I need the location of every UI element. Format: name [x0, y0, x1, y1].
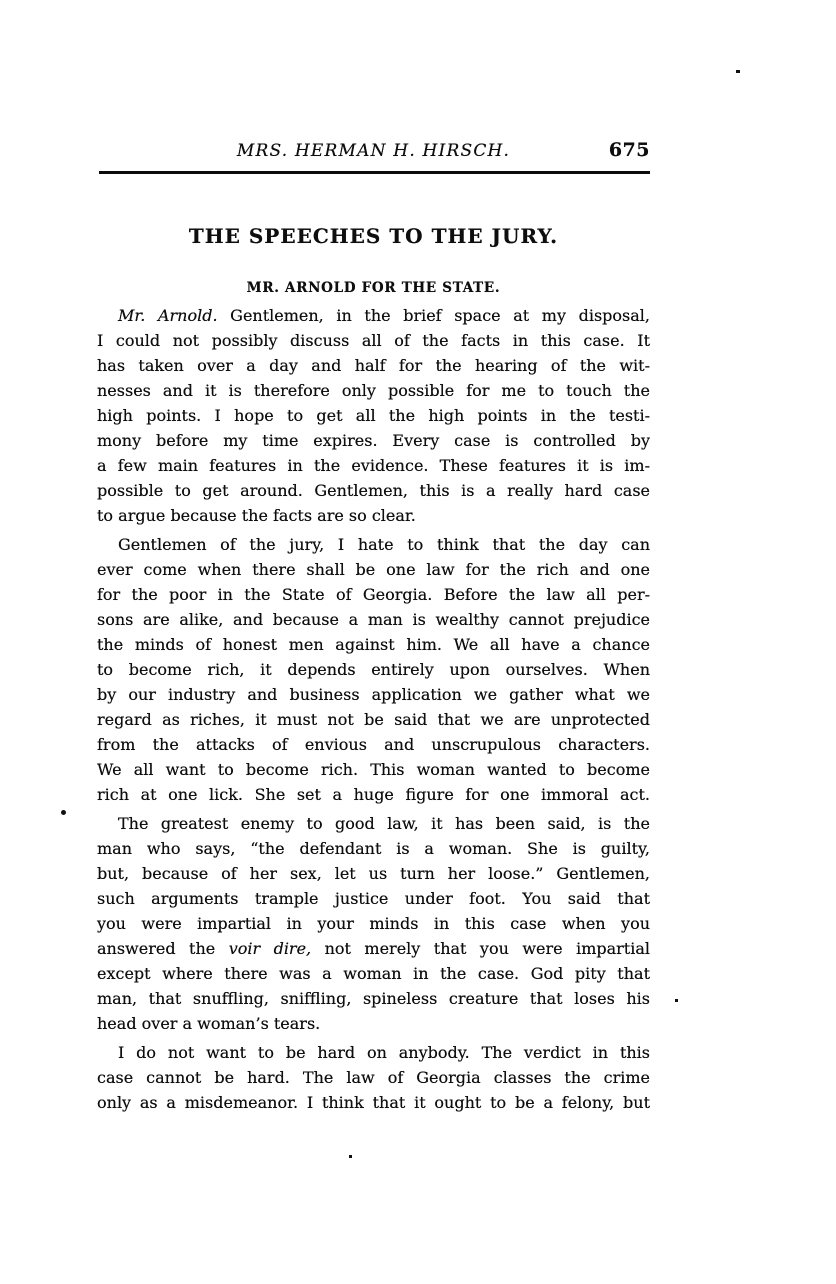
text-line: from the attacks of envious and unscrupulous characters.	[97, 735, 650, 754]
running-head-title: MRS. HERMAN H. HIRSCH.	[236, 141, 511, 161]
section-subheading: MR. ARNOLD FOR THE STATE.	[246, 280, 501, 296]
margin-dot	[61, 810, 66, 815]
text-line: The greatest enemy to good law, it has been said, is the	[118, 814, 650, 833]
text-line: you were impartial in your minds in this case when you	[97, 914, 650, 933]
text-line: to argue because the facts are so clear.	[97, 506, 416, 525]
text-line: only as a misdemeanor. I think that it ought to be a felony, but	[97, 1093, 650, 1112]
text-line: high points. I hope to get all the high points in the testi-	[97, 406, 650, 425]
text-line: answered the voir dire, not merely that you were impartial	[97, 939, 650, 958]
text-line: to become rich, it depends entirely upon ourselves. When	[97, 660, 650, 679]
text-line: I could not possibly discuss all of the facts in this case. It	[97, 331, 650, 350]
page-number: 675	[608, 139, 650, 161]
text-line: except where there was a woman in the case. God pity that	[97, 964, 650, 983]
paragraph	[97, 303, 650, 528]
text-line: Gentlemen of the jury, I hate to think that the day can	[118, 535, 650, 554]
text-line: We all want to become rich. This woman wanted to become	[97, 760, 650, 779]
text-line: by our industry and business application we gather what we	[97, 685, 650, 704]
text-line: mony before my time expires. Every case is controlled by	[97, 431, 650, 450]
section-heading: THE SPEECHES TO THE JURY.	[188, 224, 559, 248]
text-line: possible to get around. Gentlemen, this is a really hard case	[97, 481, 650, 500]
ink-speck	[675, 999, 678, 1002]
text-line: but, because of her sex, let us turn her loose.” Gentlemen,	[97, 864, 650, 883]
text-line: Mr. Arnold. Gentlemen, in the brief space at my disposal,	[118, 306, 651, 325]
paragraph	[97, 811, 650, 1036]
text-line: ever come when there shall be one law for the rich and one	[97, 560, 650, 579]
text-line: man who says, “the defendant is a woman. She is guilty,	[97, 839, 650, 858]
header-rule	[99, 171, 650, 174]
running-head	[97, 141, 650, 165]
text-line: I do not want to be hard on anybody. The verdict in this	[118, 1043, 650, 1062]
text-line: the minds of honest men against him. We all have a chance	[97, 635, 650, 654]
paragraph	[97, 1040, 650, 1115]
text-line: a few main features in the evidence. These features it is im-	[97, 456, 650, 475]
ink-speck	[736, 70, 740, 73]
text-line: nesses and it is therefore only possible for me to touch the	[97, 381, 650, 400]
text-line: rich at one lick. She set a huge figure for one immoral act.	[97, 785, 650, 804]
text-line: man, that snuffling, sniffling, spineless creature that loses his	[97, 989, 650, 1008]
text-line: regard as riches, it must not be said that we are unprotected	[97, 710, 650, 729]
ink-speck	[349, 1155, 352, 1158]
text-line: head over a woman’s tears.	[97, 1014, 321, 1033]
paragraph	[97, 532, 650, 807]
text-line: case cannot be hard. The law of Georgia classes the crime	[97, 1068, 650, 1087]
text-line: for the poor in the State of Georgia. Before the law all per-	[97, 585, 650, 604]
text-line: has taken over a day and half for the hearing of the wit-	[97, 356, 650, 375]
text-line: sons are alike, and because a man is wealthy cannot prejudice	[97, 610, 650, 629]
text-line: such arguments trample justice under foot. You said that	[97, 889, 650, 908]
body-text	[97, 303, 650, 1119]
